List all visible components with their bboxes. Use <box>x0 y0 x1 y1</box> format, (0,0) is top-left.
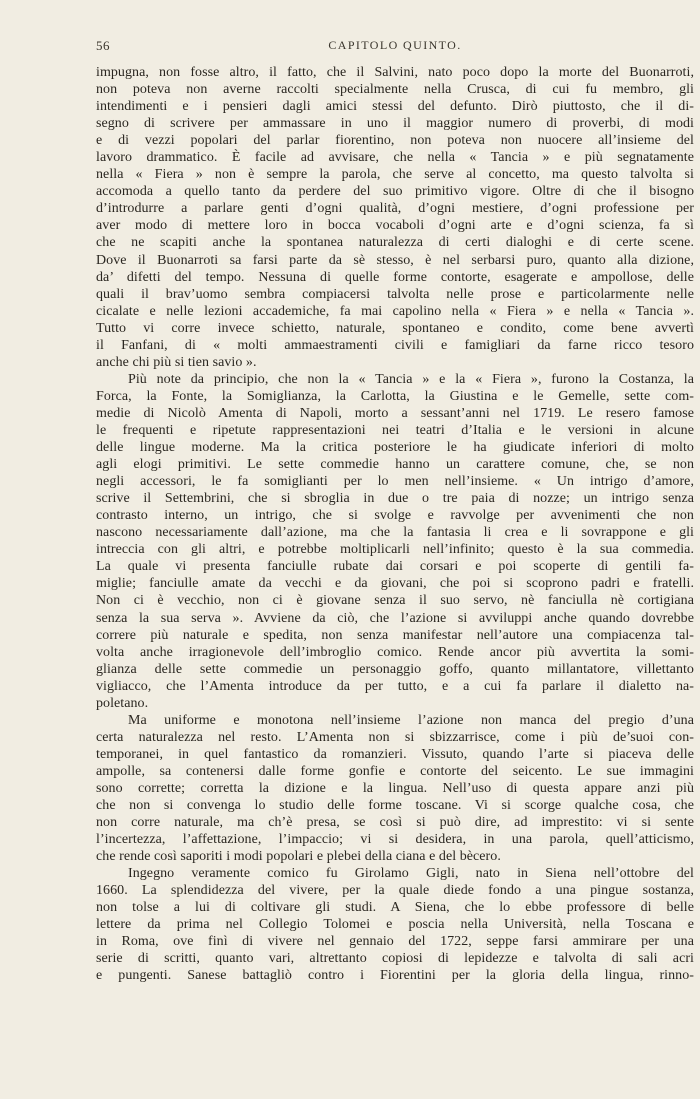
text-line: che rende così saporiti i modi popolari e plebei della ciana e del bècero. <box>96 849 501 865</box>
text-line: temporanei, in quel fantastico da romanzieri. Vissuto, quando l’arte si piaceva delle <box>96 746 694 762</box>
text-line: l’incertezza, l’affettazione, l’impaccio; vi si desidera, in una parola, quell’atticismo, <box>96 832 694 848</box>
text-line: e pungenti. Sanese battagliò contro i Fiorentini per la gloria della lingua, rinno- <box>96 968 694 984</box>
text-line: le frequenti e ripetute rappresentazioni nei teatri d’Italia e le versioni in alcune <box>96 422 694 438</box>
body-text <box>96 64 694 985</box>
text-line: contrasto interno, un intrigo, che si svolge e ravvolge per avvenimenti che non <box>96 508 694 524</box>
text-line: in Roma, ove finì di vivere nel gennaio del 1722, seppe farsi ammirare per una <box>96 934 694 950</box>
text-line: nascono necessariamente dall’azione, ma che la fantasia li crea e li sovrappone e gli <box>96 525 694 541</box>
text-line: volta anche irragionevole dell’imbroglio comico. Rende ancor più avvertita la somi- <box>96 644 694 660</box>
text-line: Più note da principio, che non la « Tancia » e la « Fiera », furono la Costanza, la <box>128 371 694 387</box>
running-head: CAPITOLO QUINTO. <box>328 38 462 52</box>
text-line: senza la sua serva ». Avviene da ciò, che l’azione si avviluppi anche quando dovrebbe <box>96 610 694 626</box>
text-line: il Fanfani, di « molti ammaestramenti civili e famigliari da farne ricco tesoro <box>96 337 694 353</box>
text-line: Forca, la Fonte, la Somiglianza, la Carlotta, la Giustina e le Gemelle, sette com- <box>96 388 694 404</box>
text-line: medie di Nicolò Amenta di Napoli, morto a sessant’anni nel 1719. Le resero famose <box>96 405 694 421</box>
text-line: Tutto vi corre invece schietto, naturale, spontaneo e condito, come bene avvertì <box>96 320 694 336</box>
text-line: nella « Fiera » non è sempre la parola, che serve al concetto, ma questo talvolta si <box>96 167 694 183</box>
text-line: Dove il Buonarroti sa farsi parte da sè stesso, è nel serbarsi puro, quanto alla dizione, <box>96 252 694 268</box>
text-line: poletano. <box>96 695 149 711</box>
text-line: non poteva non averne raccolti specialmente nella Crusca, di cui fu membro, gli <box>96 82 694 98</box>
text-line: non tolse a lui di coltivare gli studi. A Siena, che lo ebbe professore di belle <box>96 900 694 916</box>
text-line: d’introdurre a parlare genti d’ogni qualità, d’ogni mestiere, d’ogni professione per <box>96 201 694 217</box>
text-line: correre più naturale e spedita, non senza manifestar nell’autore una compiacenza tal- <box>96 627 694 643</box>
text-line: negli accessori, le fa somiglianti per lo men nell’insieme. « Un intrigo d’amore, <box>96 474 694 490</box>
text-line: certa naturalezza nel resto. L’Amenta non si sbizzarrisce, come i più de’suoi con- <box>96 729 694 745</box>
text-line: anche chi più si tien savio ». <box>96 354 257 370</box>
text-line: Non ci è vecchio, non ci è giovane senza il suo servo, nè fanciulla nè cortigiana <box>96 593 694 609</box>
page-number: 56 <box>96 38 110 53</box>
text-line: non corre naturale, ma ch’è presa, se così si può dire, ad imprestito: vi si sente <box>96 815 694 831</box>
text-line: aver modo di mettere loro in bocca vocaboli d’ogni arte e d’ogni scienza, fa sì <box>96 218 694 234</box>
text-line: serie di scritti, quanto vari, altrettanto copiosi di lepidezze e talvolta di sali acri <box>96 951 694 967</box>
text-line: e di vezzi popolari del parlar fiorentino, non poteva non nuocere all’insieme del <box>96 133 694 149</box>
text-line: Ingegno veramente comico fu Girolamo Gigli, nato in Siena nell’ottobre del <box>128 866 694 882</box>
text-line: agli elogi primitivi. Le sette commedie hanno un carattere comune, che, se non <box>96 457 694 473</box>
text-line: intreccia con gli altri, e potrebbe moltiplicarli nell’infinito; questo è la sua commedia. <box>96 542 694 558</box>
text-line: lavoro drammatico. È facile ad avvisare, che nella « Tancia » e più segnatamente <box>96 150 694 166</box>
text-line: accomoda a quello tanto da perdere del suo primitivo vigore. Oltre di che il bisogno <box>96 184 694 200</box>
text-line: segno di scrivere per ammassare in uno il maggior numero di proverbi, di modi <box>96 116 694 132</box>
text-line: ampolle, sa contenersi dalle forme gonfie e contorte del seicento. Le sue immagini <box>96 763 694 779</box>
text-line: 1660. La splendidezza del vivere, per la quale diede fondo a una pingue sostanza, <box>96 883 694 899</box>
text-line: da’ difetti del tempo. Nessuna di quelle forme contorte, esagerate e ampollose, delle <box>96 269 694 285</box>
text-line: glianza delle sette commedie un personaggio goffo, quanto millantatore, villettanto <box>96 661 694 677</box>
text-line: impugna, non fosse altro, il fatto, che il Salvini, nato poco dopo la morte del Buonarroti, <box>96 65 694 80</box>
text-line: delle lingue moderne. Ma la critica posteriore le ha giudicate inferiori di molto <box>96 440 694 456</box>
text-line: quali il brav’uomo sembra compiacersi talvolta nelle prose e particolarmente nelle <box>96 286 694 302</box>
text-line: Ma uniforme e monotona nell’insieme l’azione non manca del pregio d’una <box>128 712 694 728</box>
text-line: scrive il Settembrini, che si sbroglia in due o tre paia di nozze; un intrigo senza <box>96 491 694 507</box>
page-header <box>96 38 694 58</box>
text-line: sono corrette; corretta la dizione e la lingua. Nell’uso di questa appare anzi più <box>96 780 694 796</box>
text-line: cicalate e nelle lezioni accademiche, fa mai capolino nella « Fiera » e nella « Tancia ». <box>96 303 694 319</box>
text-line: intendimenti e i pensieri dagli amici stessi del defunto. Dirò piuttosto, che il di- <box>96 99 694 115</box>
text-line: che ne scapiti anche la spontanea naturalezza di certi dialoghi e di certe scene. <box>96 235 694 251</box>
text-line: vigliacco, che l’Amenta introduce da per tutto, e a cui fa parlare il dialetto na- <box>96 678 694 694</box>
text-line: lettere da prima nel Collegio Tolomei e poscia nella Università, nella Toscana e <box>96 917 694 933</box>
text-line: La quale vi presenta fanciulle rubate dai corsari e poi scoperte di gentili fa- <box>96 559 694 575</box>
text-line: miglie; fanciulle amate da vecchi e da giovani, che poi si scoprono padri e fratelli. <box>96 576 694 592</box>
text-line: che non si convenga lo studio delle forme toscane. Vi si scorge qualche cosa, che <box>96 798 694 814</box>
